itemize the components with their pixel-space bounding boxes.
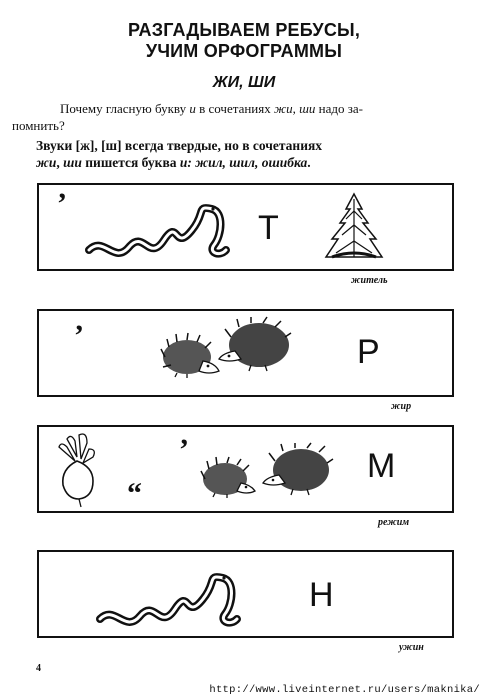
apostrophe-mark: ’ (74, 319, 84, 352)
section-subtitle: ЖИ, ШИ (212, 74, 276, 91)
page-title-line-1: РАЗГАДЫВАЕМ РЕБУСЫ, (127, 20, 361, 40)
snake-icon (95, 564, 245, 634)
question-shi: ши (299, 101, 316, 116)
rebus-box-4 (37, 550, 454, 638)
rule-text-1: Звуки [ж], [ш] всегда твердые, но в сочетаниях (36, 138, 323, 153)
rebus-box-3 (37, 425, 454, 513)
apostrophe-mark: ’ (179, 433, 189, 466)
question-text-3: надо за- (315, 101, 363, 116)
question-text-2: в сочетаниях (195, 101, 274, 116)
rule-comma: , (56, 155, 64, 170)
hedgehog-icon (199, 457, 257, 499)
rule-text-2: пишется буква (81, 155, 180, 170)
hedgehog-icon (261, 443, 333, 499)
question-letter: и (189, 101, 196, 116)
rule-zhi: жи (36, 155, 57, 170)
page-title-line-2: УЧИМ ОРФОГРАММЫ (145, 41, 343, 61)
hedgehog-icon (159, 333, 221, 379)
rule-letter: и: (179, 155, 192, 170)
hedgehog-icon (217, 317, 293, 375)
page-number: 4 (36, 663, 41, 674)
question-zhi: жи (273, 101, 293, 116)
beet-icon (53, 431, 103, 507)
rule-shi: ши (63, 155, 82, 170)
rule-examples: жил, шил, ошибка (191, 155, 308, 170)
apostrophe-mark: ’ (57, 187, 67, 220)
rebus-letter: Н (309, 576, 334, 614)
rebus-box-2 (37, 309, 454, 397)
snake-icon (84, 195, 234, 265)
fir-tree-icon (324, 191, 384, 263)
rebus-answer-3: режим (378, 517, 410, 528)
question-paragraph (12, 100, 454, 134)
rebus-letter: М (367, 447, 396, 485)
source-url: http://www.liveinternet.ru/users/maknika/ (209, 684, 480, 696)
rebus-answer-2: жир (391, 401, 412, 412)
rule-paragraph (36, 137, 454, 171)
question-text-1: Почему гласную букву (60, 101, 190, 116)
rebus-answer-1: житель (351, 275, 388, 286)
rebus-answer-4: ужин (399, 642, 424, 653)
rule-end: . (307, 155, 311, 170)
question-comma: , (292, 101, 300, 116)
quote-mark: “ (127, 477, 142, 510)
rebus-letter: Р (357, 333, 380, 371)
rebus-box-1 (37, 183, 454, 271)
question-text-4: помнить? (12, 118, 65, 133)
rebus-letter: Т (258, 209, 279, 247)
